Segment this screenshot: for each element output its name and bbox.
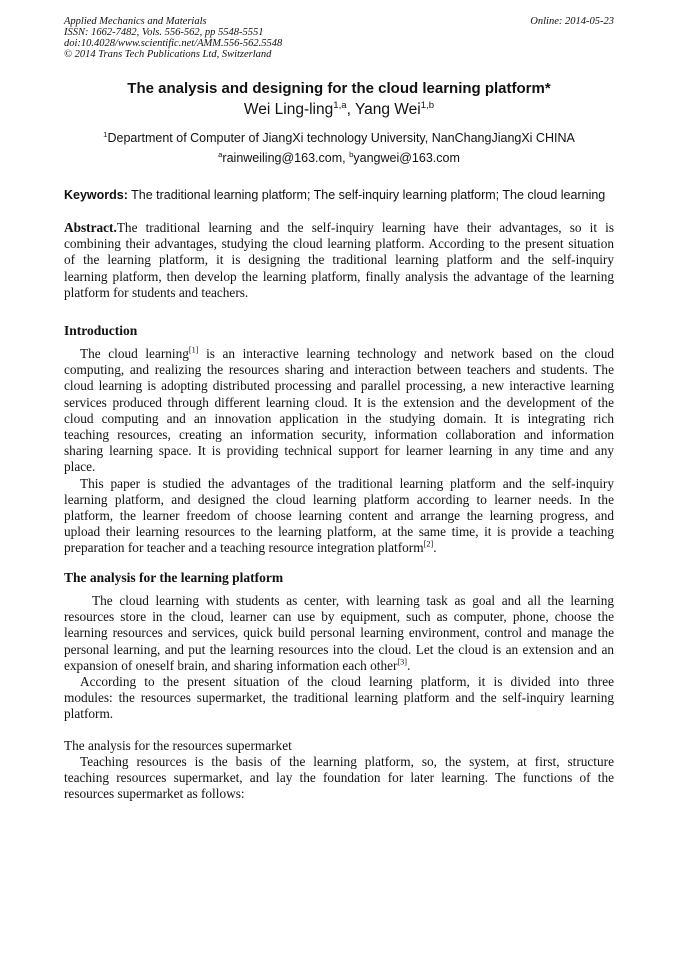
text-segment: place.: [64, 459, 96, 475]
author-2-sup: 1,b: [420, 99, 435, 111]
text-segment: is an interactive learning technology and network based on the cloud: [198, 346, 614, 361]
text-line: [64, 508, 614, 524]
text-line: [64, 658, 614, 674]
text-segment: services produced through different learning cloud. It is the extension and the development of the: [64, 394, 614, 410]
author-sep: ,: [346, 101, 355, 118]
text-segment: teaching resources supermarket, and lay the foundation for later learning. The functions of the: [64, 770, 614, 786]
text-segment: Teaching resources is the basis of the learning platform, so, the system, at first, structure: [80, 754, 614, 769]
text-segment: cloud learning is adopting distributed processing and parallel processing, a new interactive learning: [64, 378, 614, 394]
text-line: [64, 443, 614, 459]
text-segment: The traditional learning and the self-inquiry learning have their advantages, so it is: [116, 220, 614, 235]
text-segment: platform, the learner freedom of choose learning content and arrange the learning progress, and: [64, 508, 614, 524]
text-segment: personal learning, and put the learning resources into the cloud. Let the cloud is an extension and an: [64, 641, 614, 657]
text-segment: resources store in the cloud, learner can use by equipment, such as computer, phone, choose the: [64, 609, 614, 625]
author-1: Wei Ling-ling: [243, 101, 334, 118]
supermarket-heading: The analysis for the resources supermarket: [64, 738, 292, 753]
text-line: [64, 786, 614, 802]
text-line: [64, 285, 614, 301]
doi: doi:10.4028/www.scientific.net/AMM.556-562.5548: [64, 38, 283, 49]
email-b: yangwei@163.com: [353, 151, 460, 165]
keywords-label: Keywords:: [64, 188, 128, 202]
text-line: [64, 674, 614, 690]
text-line: [64, 459, 614, 475]
text-segment: .: [407, 657, 411, 673]
text-line: [64, 593, 614, 609]
text-line: [64, 690, 614, 706]
text-line: [64, 609, 614, 625]
affiliation-text: Department of Computer of JiangXi technology University, NanChangJiangXi CHINA: [107, 131, 575, 145]
text-segment: cloud computing and an innovation application in the studying domain. It is integrating rich: [64, 410, 614, 426]
text-segment: combining their advantages, studying the cloud learning platform. According to the present situation: [64, 236, 614, 252]
analysis-body: [64, 593, 614, 723]
text-line: [64, 770, 614, 786]
text-segment: resources supermarket as follows:: [64, 786, 245, 802]
text-line: [64, 524, 614, 540]
text-line: [64, 378, 614, 394]
affiliation: [0, 131, 678, 145]
email-a: rainweiling@163.com,: [222, 151, 350, 165]
text-line: [64, 252, 614, 268]
text-line: [64, 236, 614, 252]
text-line: [64, 220, 614, 236]
affiliation-sup: 1: [103, 129, 108, 139]
emails: [0, 151, 678, 165]
email-b-sup: b: [349, 149, 354, 159]
keywords: [64, 188, 605, 202]
analysis-heading: The analysis for the learning platform: [64, 570, 284, 585]
issn: ISSN: 1662-7482, Vols. 556-562, pp 5548-5551: [64, 27, 264, 38]
text-segment: expansion of oneself brain, and sharing information each other: [64, 657, 398, 673]
text-segment: .: [433, 540, 437, 556]
citation: [1]: [188, 345, 199, 355]
paper-title: The analysis and designing for the cloud learning platform*: [127, 80, 551, 97]
copyright: © 2014 Trans Tech Publications Ltd, Switzerland: [64, 49, 272, 60]
text-line: [64, 346, 614, 362]
journal-name: Applied Mechanics and Materials: [64, 16, 207, 27]
abstract: [64, 220, 614, 301]
text-segment: platform for students and teachers.: [64, 284, 249, 300]
text-line: [64, 362, 614, 378]
text-segment: of the learning platform, it is designing the traditional learning platform and the self-inquiry: [64, 252, 614, 268]
text-line: [64, 476, 614, 492]
text-line: [64, 754, 614, 770]
text-segment: The cloud learning with students as center, with learning task as goal and all the learning: [92, 593, 614, 608]
citation: [2]: [423, 540, 434, 550]
text-line: [64, 540, 614, 556]
text-line: [64, 642, 614, 658]
text-segment: modules: the resources supermarket, the traditional learning platform and the self-inquiry learning: [64, 690, 614, 706]
text-segment: sharing learning space. It is providing technical support for learner learning in any time and any: [64, 443, 614, 459]
text-segment: teaching resources, creating an information security, information collaboration and information: [64, 427, 614, 443]
text-line: [64, 706, 614, 722]
email-a-sup: a: [218, 149, 223, 159]
citation: [3]: [397, 657, 408, 667]
author-2: Yang Wei: [354, 101, 421, 118]
journal-header: [64, 16, 282, 60]
text-segment: This paper is studied the advantages of the traditional learning platform and the self-inquiry: [80, 475, 614, 491]
text-segment: The cloud learning: [80, 346, 189, 361]
text-line: [64, 269, 614, 285]
text-line: [64, 625, 614, 641]
text-line: [64, 395, 614, 411]
introduction-heading: Introduction: [64, 323, 138, 338]
text-segment: learning platform, then develop the learning platform, finally analysis the advantage of the learning: [64, 268, 614, 284]
text-segment: upload their learning resources to the learning platform, at the same time, it is provide a teaching: [64, 524, 614, 540]
text-segment: computing, and realizing the resources sharing and interaction between teachers and students. The: [64, 362, 614, 378]
text-segment: platform.: [64, 706, 114, 722]
text-line: [64, 492, 614, 508]
supermarket-body: [64, 754, 614, 803]
text-segment: According to the present situation of the cloud learning platform, it is divided into three: [80, 674, 614, 690]
text-line: [64, 411, 614, 427]
authors: [0, 101, 678, 119]
text-segment: preparation for teacher and a teaching resource integration platform: [64, 540, 424, 556]
online-date: Online: 2014-05-23: [530, 16, 614, 27]
introduction-body: [64, 346, 614, 557]
keywords-text: The traditional learning platform; The self-inquiry learning platform; The cloud learning: [127, 188, 606, 202]
author-1-sup: 1,a: [333, 99, 347, 111]
text-segment: learning platform, and designed the cloud learning platform according to learner needs. In the: [64, 491, 614, 507]
abstract-label: Abstract.: [64, 220, 117, 235]
text-line: [64, 427, 614, 443]
text-segment: learning resources and services, quick build personal learning environment, control and manage the: [64, 625, 614, 641]
